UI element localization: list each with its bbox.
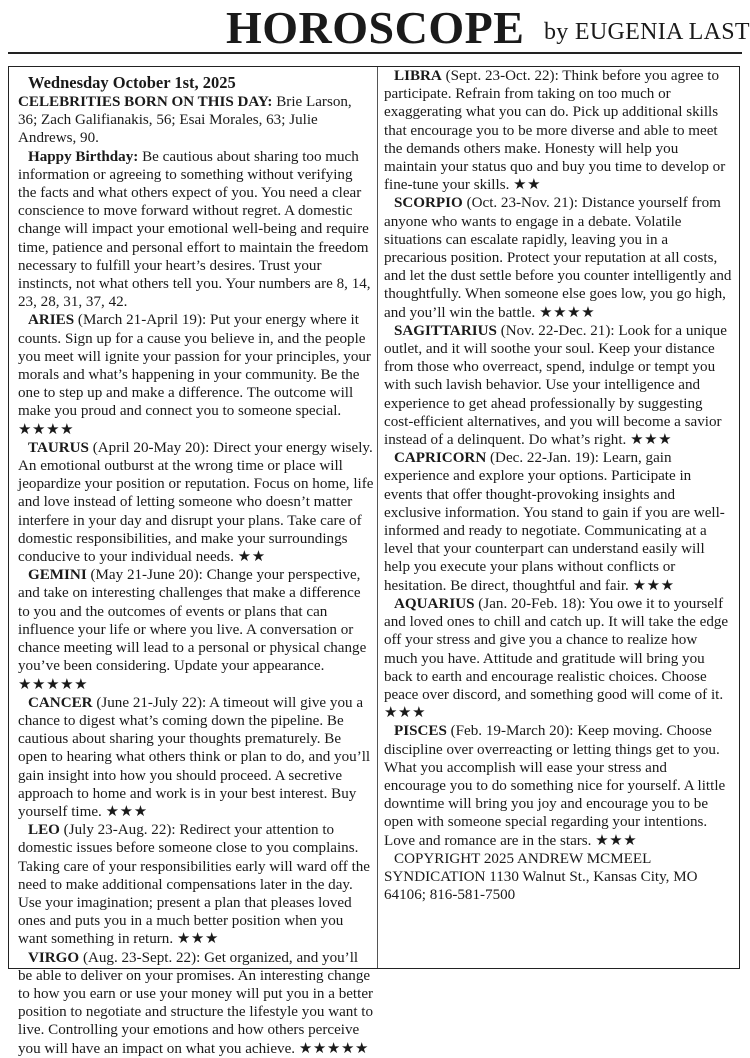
celebrities-label: CELEBRITIES BORN ON THIS DAY: (18, 94, 273, 110)
sign-dates: (Sept. 23-Oct. 22): (445, 68, 559, 84)
date-heading: Wednesday October 1st, 2025 (28, 73, 236, 92)
sign-entry-pisces (384, 722, 732, 849)
sign-text: Think before you agree to participate. Refrain from taking on too much or exaggerating what you can do. Pick up additional skills that encourage you to be more diverse and able to meet the demands others make. Honesty will help you maintain your status quo and buy you time to develop or fine-tune your skills. (384, 68, 726, 194)
sign-dates: (April 20-May 20): (92, 439, 210, 456)
star-rating: ★★ (513, 177, 542, 194)
sign-entry-libra (384, 67, 732, 194)
horoscope-box (8, 66, 740, 1057)
sign-text: Redirect your attention to domestic issues before someone close to you complains. Taking care of your responsibilities early will ward off the need to make additional compensations later in the day. Use your imagination; present a plan that pleases loved ones and puts you in a much better position when you want something in return. (18, 822, 371, 948)
sign-text: Look for a unique outlet, and it will soothe your soul. Keep your distance from those who overreact, spend, indulge or tempt you with such lavish behavior. Use your intelligence and experience to get ahead professionally by suggesting cost-efficient alternatives, and you will become a savior instead of a delinquent. Do what’s right. (384, 322, 727, 449)
copyright-notice: COPYRIGHT 2025 ANDREW MCMEEL SYNDICATION 1130 Walnut St., Kansas City, MO 64106; 816-581-7500 (384, 850, 698, 904)
sign-name: GEMINI (28, 567, 87, 584)
sign-text: Put your energy where it counts. Sign up for a cause you believe in, and the people you meet will ignite your passion for your principles, your morals and what’s happening in your community. Be the one to step up and make a difference. The outcome will make you proud and connect you to someone special. (18, 312, 371, 420)
sign-name: ARIES (28, 312, 75, 329)
sign-name: TAURUS (28, 439, 89, 456)
sign-name: LIBRA (394, 68, 442, 84)
sign-dates: (Nov. 22-Dec. 21): (500, 322, 615, 339)
sign-dates: (June 21-July 22): (96, 694, 207, 711)
star-rating: ★★★ (632, 577, 675, 594)
column-divider (377, 67, 378, 968)
birthday-text: Be cautious about sharing too much information or agreeing to something without verifying the facts and what others expect of you. You need a clear conscience to move forward without regret. A domestic change will impact your emotional well-being and require time, patience and personal effort to maintain the freedom necessary to fulfill your heart’s desires. Trust your instincts, not what others tell you. Your numbers are 8, 14, 23, 28, 31, 37, 42. (18, 148, 371, 311)
star-rating: ★★★★ (539, 304, 596, 321)
sign-dates: (Feb. 19-March 20): (450, 723, 574, 740)
sign-name: AQUARIUS (394, 595, 475, 612)
sign-entry-taurus (18, 439, 374, 566)
birthday-paragraph (18, 148, 374, 312)
sign-entry-aries (18, 311, 374, 438)
sign-dates: (May 21-June 20): (90, 567, 203, 584)
star-rating: ★★★ (595, 832, 638, 849)
sign-name: PISCES (394, 723, 447, 740)
header-rule (8, 52, 742, 54)
sign-text: You owe it to yourself and loved ones to chill and catch up. It will take the edge off your stress and give you a chance to realize how much you have. Attitude and gratitude will bring you back to earth and encourage realistic choices. Choose peace over discord, and something good will come of it. (384, 595, 729, 703)
byline: by EUGENIA LAST (544, 19, 750, 45)
sign-name: CANCER (28, 694, 93, 711)
sign-name: VIRGO (28, 949, 80, 966)
star-rating: ★★★★★ (18, 676, 89, 693)
sign-entry-scorpio (384, 194, 732, 321)
star-rating: ★★★ (105, 803, 148, 820)
right-column (384, 67, 732, 964)
sign-name: CAPRICORN (394, 450, 487, 467)
sign-dates: (Aug. 23-Sept. 22): (82, 949, 201, 966)
sign-dates: (Dec. 22-Jan. 19): (490, 450, 600, 467)
masthead (8, 0, 750, 53)
page-title: HOROSCOPE (226, 2, 525, 53)
sign-name: SAGITTARIUS (394, 322, 497, 339)
sign-dates: (Oct. 23-Nov. 21): (466, 195, 578, 212)
sign-entry-aquarius (384, 595, 732, 722)
sign-text: Keep moving. Choose discipline over overreacting or letting things get to you. What you accomplish will ease your stress and encourage you to do something nice for yourself. A little downtime will bring you joy and encourage you to be open with someone special regarding your intentions. Love and romance are in the stars. (384, 723, 726, 849)
sign-entry-sagittarius (384, 322, 732, 449)
birthday-label: Happy Birthday: (28, 148, 139, 165)
sign-name: SCORPIO (394, 195, 463, 212)
sign-dates: (March 21-April 19): (77, 312, 207, 329)
sign-dates: (July 23-Aug. 22): (63, 822, 176, 839)
sign-dates: (Jan. 20-Feb. 18): (478, 595, 586, 612)
sign-text: Direct your energy wisely. An emotional outburst at the wrong time or place will jeopardize your position or reputation. Focus on home, life and love instead of letting someone who doesn’t matter interfere in your day and disrupt your plans. Take care of domestic responsibilities, and make your surroundings conducive to your individual needs. (18, 439, 374, 566)
sign-name: LEO (28, 822, 60, 839)
star-rating: ★★ (237, 549, 266, 566)
star-rating: ★★★★ (18, 421, 75, 438)
left-column (18, 73, 374, 1057)
sign-entry-capricorn (384, 449, 732, 595)
star-rating: ★★★ (630, 432, 673, 449)
sign-text: Distance yourself from anyone who wants to engage in a debate. Volatile situations can escalate rapidly, leaving you in a precarious position. Protect your reputation at all costs, and let the dust settle before you counter intelligently and thoughtfully. When someone else goes low, you go high, and you’ll win the battle. (384, 195, 732, 321)
sign-text: Get organized, and you’ll be able to deliver on your promises. An interesting change to how you earn or use your money will put you in a better position to negotiate and structure the lifestyle you want to live. Controlling your emotions and how others perceive you will have an impact on what you achieve. (18, 949, 374, 1057)
star-rating: ★★★ (384, 705, 427, 722)
sign-text: Change your perspective, and take on interesting challenges that make a difference to you and the outcomes of events or plans that can influence your life or where you live. A conversation or chance meeting will lead to a personal or physical change you’ve been considering. Update your appearance. (18, 567, 367, 675)
sign-entry-gemini (18, 566, 374, 693)
sign-text: Learn, gain experience and explore your options. Participate in events that offer thought-provoking insights and exclusive information. You stand to gain if you are well-informed and ready to negotiate. Communicating at a level that your counterpart can understand easily will help you execute your plans without conflicts or hesitation. Be direct, thoughtful and fair. (384, 450, 725, 594)
star-rating: ★★★ (176, 931, 219, 948)
celebrities-paragraph (18, 93, 374, 148)
sign-entry-leo (18, 821, 374, 948)
star-rating: ★★★★★ (298, 1040, 370, 1057)
sign-entry-cancer (18, 694, 374, 821)
sign-entry-virgo (18, 949, 374, 1058)
celebrities-text: Brie Larson, 36; Zach Galifianakis, 56; Esai Morales, 63; Julie Andrews, 90. (18, 94, 352, 147)
sign-text: A timeout will give you a chance to digest what’s coming down the pipeline. Be cautious about sharing your thoughts prematurely. Be open to hearing what others think or plan to do, and you’ll gain insight into how you should proceed. A secretive approach to home and work is in your best interest. Buy yourself time. (18, 694, 371, 820)
